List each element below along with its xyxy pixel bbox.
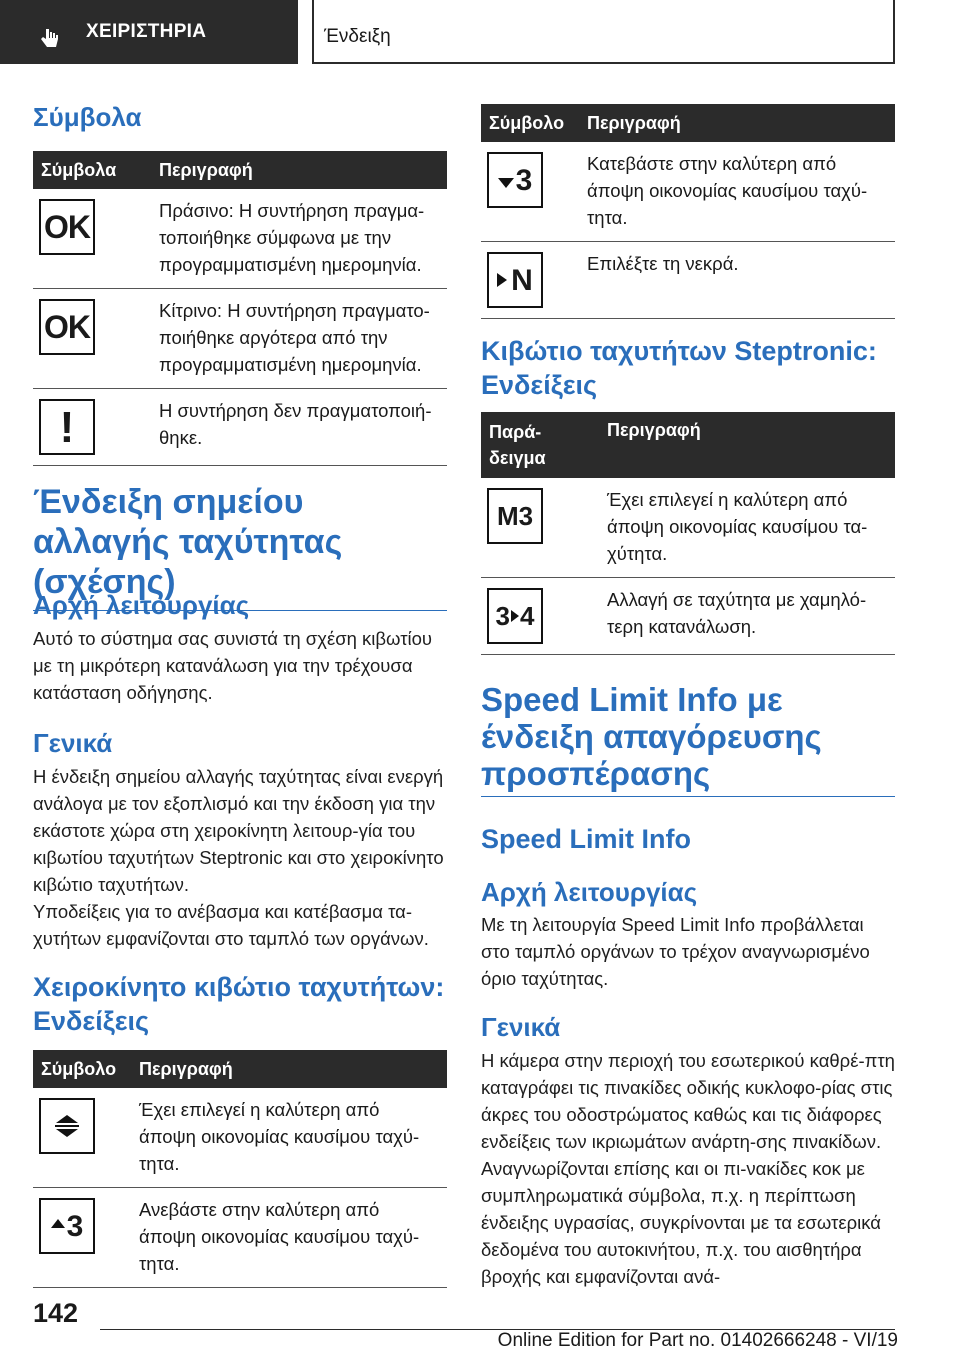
manual-col-symbol: Σύμβολο [33,1050,131,1088]
principle-text: Αυτό το σύστημα σας συνιστά τη σχέση κιβωτίου με τη μικρότερη κατανάλωση για την τρέχουσα κατάσταση οδήγησης. [33,628,433,703]
row-desc: Επιλέξτε τη νεκρά. [579,242,895,319]
row-desc: Ανεβάστε στην καλύτερη από άποψη οικονομίας καυσίμου ταχύ-τητα. [131,1188,447,1288]
table-row [481,578,895,655]
steptronic-heading: Κιβώτιο ταχυτήτων Steptronic: Ενδείξεις [481,336,877,400]
symbols-col-symbol: Σύμβολα [33,151,151,189]
steptronic-col-symbol: Παρά-δειγμα [481,412,599,478]
hand-pointer-icon [40,28,60,50]
table-row [481,478,895,578]
page-number: 142 [33,1298,79,1328]
row-desc: Έχει επιλεγεί η καλύτερη από άποψη οικονομίας καυσίμου τα-χύτητα. [599,478,895,578]
table-row [481,242,895,319]
general-text: Η κάμερα στην περιοχή του εσωτερικού καθρέ-πτη καταγράφει τις πινακίδες οδικής κυκλοφο-ρίας στις άκρες του οδοστρώματος καθώς και τις διάφορες ενδείξεις των ικριωμάτων ανάρτη-σης πινακίδων. Αναγνωρίζονται επίσης και οι πι-νακίδες κοκ με συμπληρωματικά σύμβολα, π.χ. η περίπτωση ένδειξης υγρασίας, συγκρίνονται με τα εσωτερικά δεδομένα του αυτοκινήτου, π.χ. του αισθητήρα βροχής και εμφανίζονται ανά- [481,1050,895,1287]
general-heading: Γενικά [33,728,113,758]
table-row [33,1188,447,1288]
symbols-col-desc: Περιγραφή [151,151,447,189]
symbols-table [33,151,447,466]
row-desc: Κατεβάστε στην καλύτερη από άποψη οικονομίας καυσίμου ταχύ-τητα. [579,142,895,242]
general-text-1: Η ένδειξη σημείου αλλαγής ταχύτητας είναι ενεργή ανάλογα με τον εξοπλισμό και την έκδοση για την εκάστοτε χώρα στη χειροκίνητη λειτουρ-γία του κιβωτίου ταχυτήτων Steptronic και στο χειροκίνητο κιβώτιο ταχυτήτων. [33,766,444,895]
m3-icon: M3 [487,488,543,544]
section-tab [312,0,895,64]
shift-indicator-title: Ένδειξη σημείου αλλαγής ταχύτητας (σχέσης) [33,482,447,611]
speed-limit-info-subtitle: Speed Limit Info [481,824,692,854]
neutral-icon: N [487,252,543,308]
speed-limit-info-title: Speed Limit Info με ένδειξη απαγόρευσης προσπέρασης [481,681,895,797]
steptronic-table [481,412,895,655]
manual-tab[interactable] [0,0,298,64]
manual-gearbox-heading: Χειροκίνητο κιβώτιο ταχυτήτων: Ενδείξεις [33,972,445,1036]
steptronic-col-desc: Περιγραφή [599,412,895,478]
general-text-2: Υποδείξεις για το ανέβασμα και κατέβασμα τα-χυτήτων εμφανίζονται στο ταμπλό των οργάνων. [33,901,429,949]
manual-gearbox-table-cont [481,104,895,319]
gear-optimal-icon [39,1098,95,1154]
table-row [33,1088,447,1188]
symbols-heading: Σύμβολα [33,102,142,132]
table-row [481,142,895,242]
principle-heading: Αρχή λειτουργίας [481,877,698,907]
ok-green-icon: OK [39,199,95,255]
row-desc: Έχει επιλεγεί η καλύτερη από άποψη οικονομίας καυσίμου ταχύ-τητα. [131,1088,447,1188]
table-row [33,189,447,289]
edition-note: Online Edition for Part no. 01402666248 - VI/19 [497,1330,898,1351]
principle-text: Με τη λειτουργία Speed Limit Info προβάλλεται στο ταμπλό οργάνων το τρέχον αναγνωρισμένο όριο ταχύτητας. [481,914,870,989]
exclamation-icon: ! [39,399,95,455]
manual-tab-label: ΧΕΙΡΙΣΤΗΡΙΑ [86,21,207,42]
section-tab-label: Ένδειξη [324,26,391,47]
upshift-icon: 3 [39,1198,95,1254]
row-desc: Αλλαγή σε ταχύτητα με χαμηλό-τερη κατανάλωση. [599,578,895,655]
shift-3-to-4-icon: 3 4 [487,588,543,644]
ok-yellow-icon: OK [39,299,95,355]
row-desc: Πράσινο: Η συντήρηση πραγμα-τοποιήθηκε σύμφωνα με την προγραμματισμένη ημερομηνία. [151,189,447,289]
manual-col-desc: Περιγραφή [579,104,895,142]
table-row [33,389,447,466]
manual-col-desc: Περιγραφή [131,1050,447,1088]
manual-gearbox-table [33,1050,447,1288]
principle-heading: Αρχή λειτουργίας [33,590,250,620]
table-row [33,289,447,389]
general-heading: Γενικά [481,1012,561,1042]
row-desc: Κίτρινο: Η συντήρηση πραγματο-ποιήθηκε αργότερα από την προγραμματισμένη ημερομηνία. [151,289,447,389]
downshift-icon: 3 [487,152,543,208]
manual-col-symbol: Σύμβολο [481,104,579,142]
row-desc: Η συντήρηση δεν πραγματοποιή-θηκε. [151,389,447,466]
